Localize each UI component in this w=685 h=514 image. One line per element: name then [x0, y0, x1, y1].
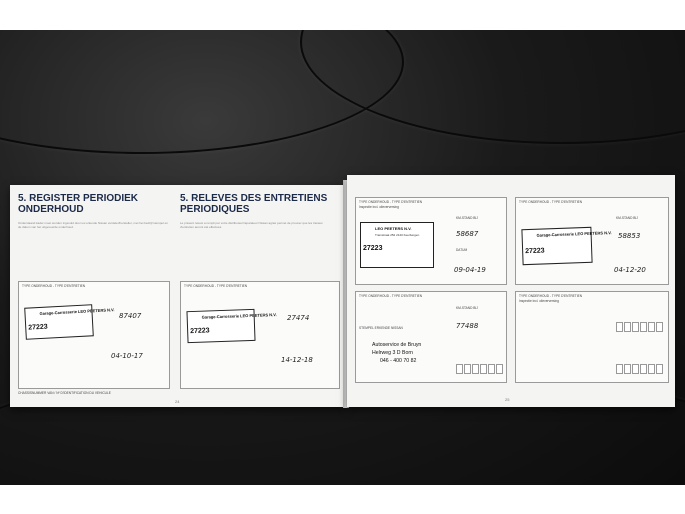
dealer-phone: 046 - 400 70 82: [380, 358, 417, 364]
dealer-name: Autoservice de Bruyn: [372, 342, 422, 348]
maintenance-entry: [18, 281, 170, 389]
maintenance-entry: [180, 281, 340, 389]
dealer-stamp: [521, 227, 612, 265]
dealer-code: 27223: [190, 327, 210, 336]
intro-fr: Le présent relevé a rempli par votre distributeur/réparateur Nissan agréé permet de prouver que les travaux d'entretien auront été effectués.: [180, 221, 323, 229]
vin-label: CHASSISNUMMER VAN / Nº D'IDENTIFICATION DU VEHICULE: [18, 391, 111, 395]
date-value: 04-10-17: [111, 352, 143, 360]
entry-header: TYPE ONDERHOUD - TYPE D'ENTRETIEN: [519, 200, 583, 204]
title-nl: 5. REGISTER PERIODIEK ONDERHOUD: [18, 193, 139, 215]
date-cells: [616, 364, 664, 372]
dealer-name: LEO PEETERS N.V.: [375, 226, 412, 231]
stamp-label: STEMPEL ERKENDE NISSAN: [359, 326, 403, 330]
maintenance-entry: [515, 197, 669, 285]
dealer-stamp: [186, 309, 277, 343]
date-value: 14-12-18: [281, 356, 313, 364]
car-seat-background: [0, 30, 685, 485]
date-cells: [456, 364, 504, 372]
km-label: KM-STAND BIJ: [456, 216, 478, 220]
km-value: 87407: [119, 312, 142, 320]
service-booklet: [10, 175, 675, 410]
date-label: DATUM: [456, 248, 468, 252]
km-value: 77488: [456, 322, 479, 330]
maintenance-entry: [355, 197, 507, 285]
dealer-address: Helrweg 3 D Born: [372, 350, 413, 356]
dealer-name: Garage-Carrosserie LEO PEETERS N.V.: [201, 312, 277, 320]
dealer-code: 27223: [525, 247, 545, 256]
intro-nl: Onderstaand kader moet worden ingevuld door uw erkende Nissan verdeler/hersteller, met het bedrijf stempel en de datum van het uitgevoerde onderhoud.: [18, 221, 168, 229]
dealer-name: Garage-Carrosserie LEO PEETERS N.V.: [39, 307, 115, 317]
maintenance-entry: [355, 291, 507, 383]
km-label: KM-STAND BIJ: [456, 306, 478, 310]
entry-header: TYPE ONDERHOUD - TYPE D'ENTRETIEN: [359, 294, 423, 298]
dealer-code: 27223: [363, 245, 383, 252]
title-fr: 5. RELEVES DES ENTRETIENS PERIODIQUES: [180, 193, 328, 215]
km-value: 27474: [287, 314, 310, 322]
check-label: Inspectie incl. olieverversing: [359, 205, 399, 209]
left-page: [10, 185, 346, 407]
km-value: 58853: [618, 232, 641, 240]
entry-header: TYPE ONDERHOUD - TYPE D'ENTRETIEN: [519, 294, 583, 298]
seat-seam: [300, 30, 685, 144]
km-value: 58687: [456, 230, 479, 238]
entry-header: TYPE ONDERHOUD - TYPE D'ENTRETIEN: [22, 284, 86, 288]
dealer-name: Garage-Carrosserie LEO PEETERS N.V.: [536, 230, 612, 238]
page-number: 24: [175, 399, 180, 404]
check-label: Inspectie incl. olieverversing: [519, 299, 559, 303]
dealer-stamp: [24, 304, 115, 340]
dealer-address: Tramstraat 252 2140 Keerbergen: [375, 233, 420, 237]
date-value: 04-12-20: [614, 266, 646, 274]
km-label: KM-STAND BIJ: [616, 216, 638, 220]
dealer-stamp: [360, 222, 434, 268]
maintenance-entry: [515, 291, 669, 383]
dealer-code: 27223: [28, 323, 48, 332]
date-value: 09-04-19: [454, 266, 486, 274]
entry-header: TYPE ONDERHOUD - TYPE D'ENTRETIEN: [359, 200, 423, 204]
km-cells: [616, 322, 664, 330]
entry-header: TYPE ONDERHOUD - TYPE D'ENTRETIEN: [184, 284, 248, 288]
page-number: 25: [505, 397, 510, 402]
right-page: [347, 175, 675, 407]
